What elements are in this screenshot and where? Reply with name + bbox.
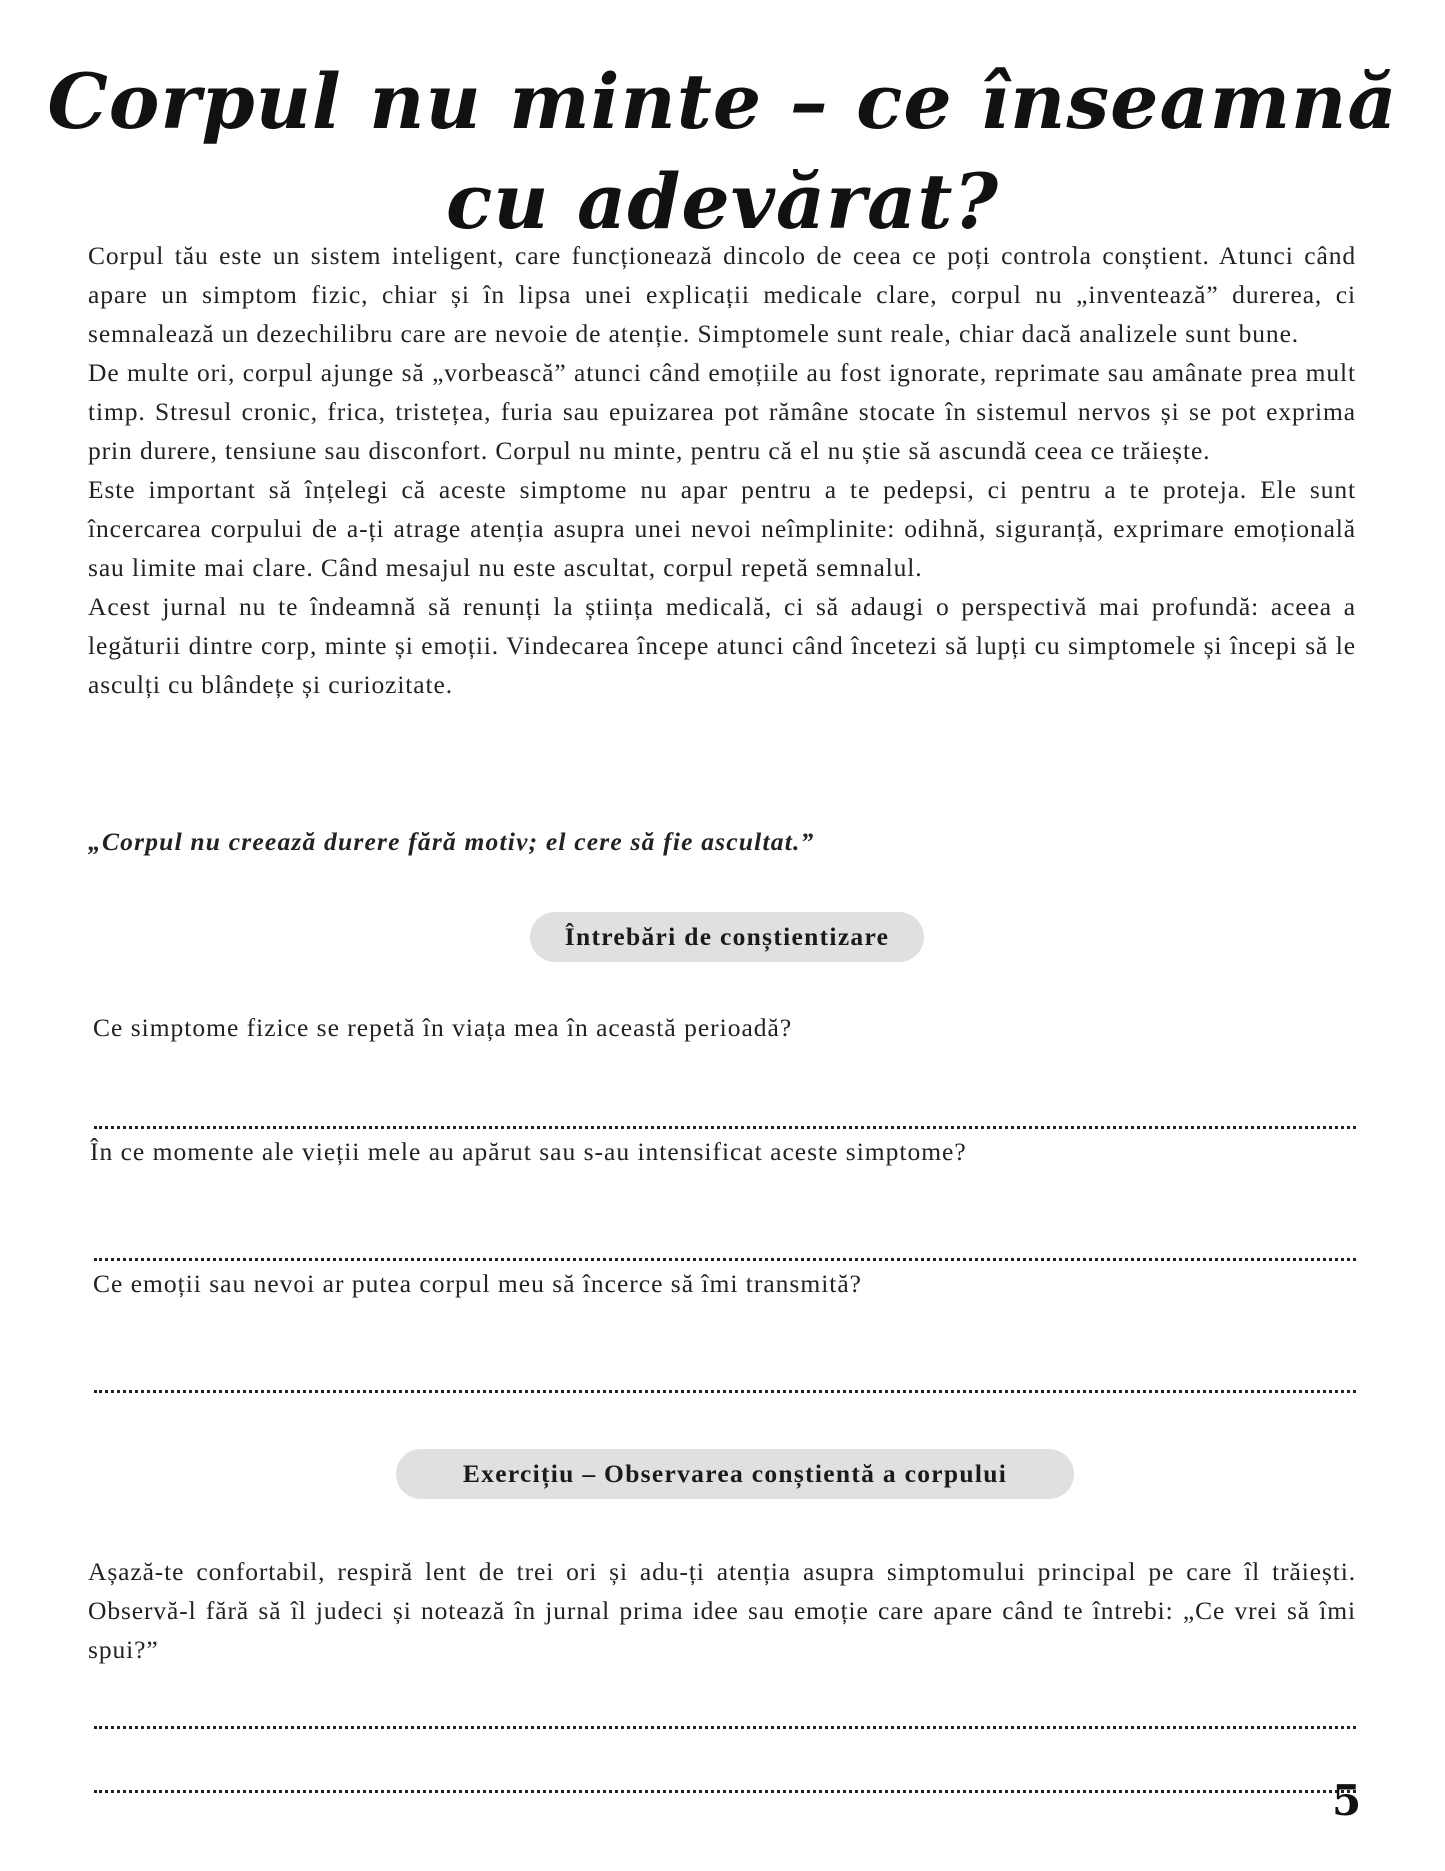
intro-paragraph: De multe ori, corpul ajunge să „vorbească” atunci când emoțiile au fost ignorate, reprimate sau amânate prea mult timp. Stresul cronic, frica, tristețea, furia sau epuizarea pot rămâne stocate în sistemul nervos și se pot exprima prin durere, tensiune sau disconfort. Corpul nu minte, pentru că el nu știe să ascundă ceea ce trăiește. <box>88 358 1356 465</box>
highlight-quote: „Corpul nu creează durere fără motiv; el cere să fie ascultat.” <box>88 827 815 856</box>
intro-paragraph: Este important să înțelegi că aceste simptome nu apar pentru a te pedepsi, ci pentru a te proteja. Ele sunt încercarea corpului de a-ți atrage atenția asupra unei nevoi neîmplinite: odihnă, siguranță, exprimare emoțională sau limite mai clare. Când mesajul nu este ascultat, corpul repetă semnalul. <box>88 475 1356 582</box>
exercise-text: Așază-te confortabil, respiră lent de trei ori și adu-ți atenția asupra simptomului principal pe care îl trăiești. Observă-l fără să îl judeci și notează în jurnal prima idee sau emoție care apare când te întrebi: „Ce vrei să îmi spui?” <box>88 1557 1356 1664</box>
question-1: Ce simptome fizice se repetă în viața mea în această perioadă? <box>93 1013 793 1042</box>
intro-paragraph: Corpul tău este un sistem inteligent, care funcționează dincolo de ceea ce poți controla conștient. Atunci când apare un simptom fizic, chiar și în lipsa unei explicații medicale clare, corpul nu „inventează” durerea, ci semnalează un dezechilibru care are nevoie de atenție. Simptomele sunt reale, chiar dacă analizele sunt bune. <box>88 241 1356 348</box>
answer-line-3[interactable] <box>94 1390 1356 1393</box>
answer-line-1[interactable] <box>94 1126 1356 1129</box>
answer-line-2[interactable] <box>94 1258 1356 1261</box>
page-number: 5 <box>1332 1776 1362 1825</box>
page-title: Corpul nu minte – ce înseamnă cu adevărat? <box>47 57 1398 246</box>
intro-text <box>88 236 1356 704</box>
exercise-section-heading: Exercițiu – Observarea conștientă a corpului <box>396 1449 1074 1499</box>
intro-paragraph: Acest jurnal nu te îndeamnă să renunți la știința medicală, ci să adaugi o perspectivă mai profundă: aceea a legăturii dintre corp, minte și emoții. Vindecarea începe atunci când încetezi să lupți cu simptomele și începi să le asculți cu blândețe și curiozitate. <box>88 592 1356 699</box>
question-3: Ce emoții sau nevoi ar putea corpul meu să încerce să îmi transmită? <box>93 1269 863 1298</box>
question-2: În ce momente ale vieții mele au apărut sau s-au intensificat aceste simptome? <box>90 1137 967 1166</box>
exercise-answer-line-1[interactable] <box>94 1726 1356 1729</box>
exercise-answer-line-2[interactable] <box>94 1790 1356 1793</box>
questions-section-heading: Întrebări de conștientizare <box>530 912 924 962</box>
